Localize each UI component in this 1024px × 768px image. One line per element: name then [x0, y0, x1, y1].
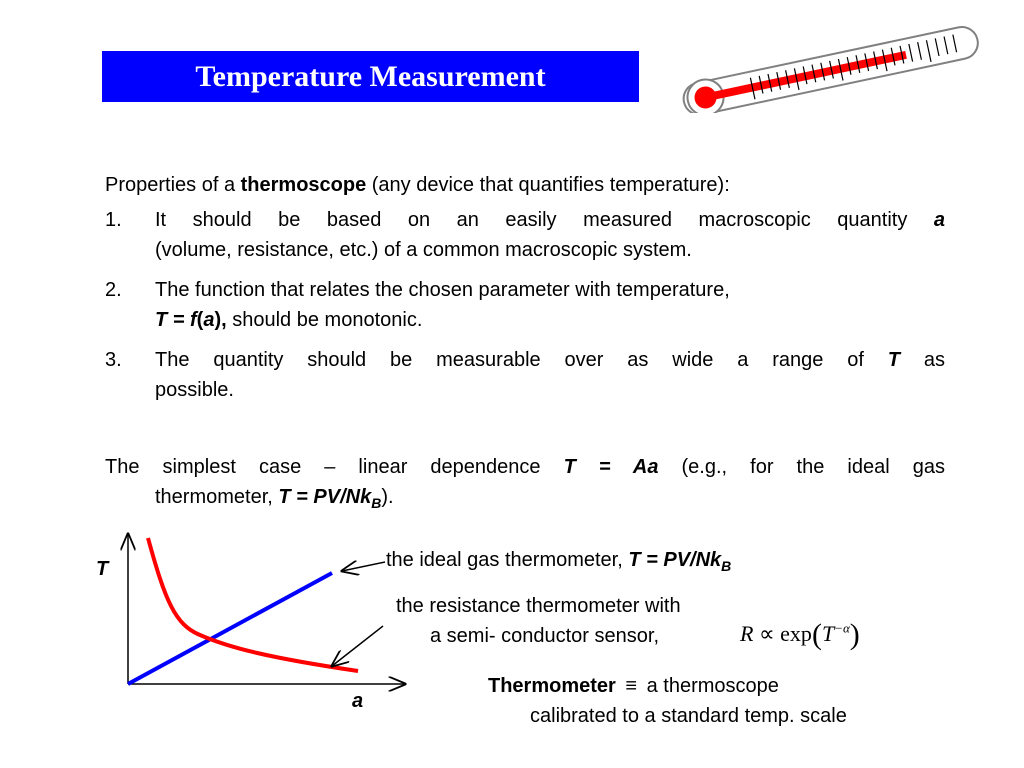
ideal-gas-sub: B: [721, 558, 732, 574]
simplest-line2-end: ).: [381, 486, 394, 508]
item3-end: as: [900, 349, 945, 371]
intro-line: [105, 170, 950, 200]
ideal-gas-pointer: [342, 562, 385, 571]
list-item-1: [105, 205, 945, 265]
resistance-pointer: [332, 626, 383, 666]
item2-formula-close: ),: [214, 309, 227, 331]
temperature-graph: [80, 530, 420, 720]
item1-line2: (volume, resistance, etc.) of a common macroscopic system.: [155, 239, 692, 261]
list-item-number: 1.: [105, 209, 122, 231]
x-axis-label: a: [352, 690, 364, 712]
item1-text: It should be based on an easily measured macroscopic quantity: [155, 209, 934, 231]
item1-var: a: [933, 209, 945, 231]
simplest-case: [105, 452, 945, 518]
ideal-gas-note: [386, 546, 731, 580]
thermometer-icon: [670, 18, 980, 113]
simplest-text: The simplest case – linear dependence: [105, 456, 564, 478]
thermometer-def: a thermoscope: [641, 675, 779, 697]
y-axis-label: T: [96, 558, 109, 580]
ideal-gas-formula: T = PV/Nk: [628, 549, 722, 571]
page-title: Temperature Measurement: [195, 59, 546, 93]
thermometer-definition: [488, 672, 779, 700]
item2-formula-a: a: [203, 309, 215, 331]
linear-dependence-line: [128, 573, 332, 684]
equivalence-symbol: ≡: [625, 675, 638, 697]
resistance-note-line2: a semi- conductor sensor,: [430, 625, 659, 647]
item2-rest: should be monotonic.: [226, 309, 423, 331]
ideal-gas-text: the ideal gas thermometer,: [386, 549, 629, 571]
resistance-note-line1: the resistance thermometer with: [396, 595, 681, 617]
intro-prefix: Properties of a: [105, 174, 241, 196]
resistance-curve: [148, 538, 358, 671]
item3-text: The quantity should be measurable over as wide a range of: [155, 349, 888, 371]
item2-formula-T: T = f: [155, 309, 197, 331]
simplest-line2: thermometer,: [155, 486, 279, 508]
item2-formula-open: (: [196, 309, 204, 331]
list-item-3: [105, 345, 945, 405]
intro-suffix: (any device that quantifies temperature):: [366, 174, 730, 196]
list-item-number: 3.: [105, 349, 122, 371]
thermometer-definition-line2: calibrated to a standard temp. scale: [530, 705, 847, 727]
simplest-formula: T = Aa: [563, 456, 659, 478]
item2-line1: The function that relates the chosen parameter with temperature,: [155, 279, 730, 301]
formula-T: T: [821, 621, 835, 646]
simplest-line2-sub: B: [371, 495, 382, 511]
formula-exp: exp: [780, 621, 812, 646]
item3-line2: possible.: [155, 379, 234, 401]
formula-proportional: ∝: [758, 621, 775, 646]
title-banner: [102, 51, 639, 102]
simplest-line2-formula: T = PV/Nk: [278, 486, 372, 508]
list-item-number: 2.: [105, 279, 122, 301]
thermometer-term: Thermometer: [488, 675, 616, 697]
formula-exponent: −α: [834, 620, 850, 636]
item3-var: T: [887, 349, 901, 371]
intro-term: thermoscope: [240, 174, 367, 196]
simplest-text2: (e.g., for the ideal gas: [658, 456, 945, 478]
formula-R: R: [740, 621, 754, 646]
list-item-2: [105, 275, 945, 335]
resistance-formula: $R \propto \exp(T^{-\alpha})$: [740, 618, 860, 651]
